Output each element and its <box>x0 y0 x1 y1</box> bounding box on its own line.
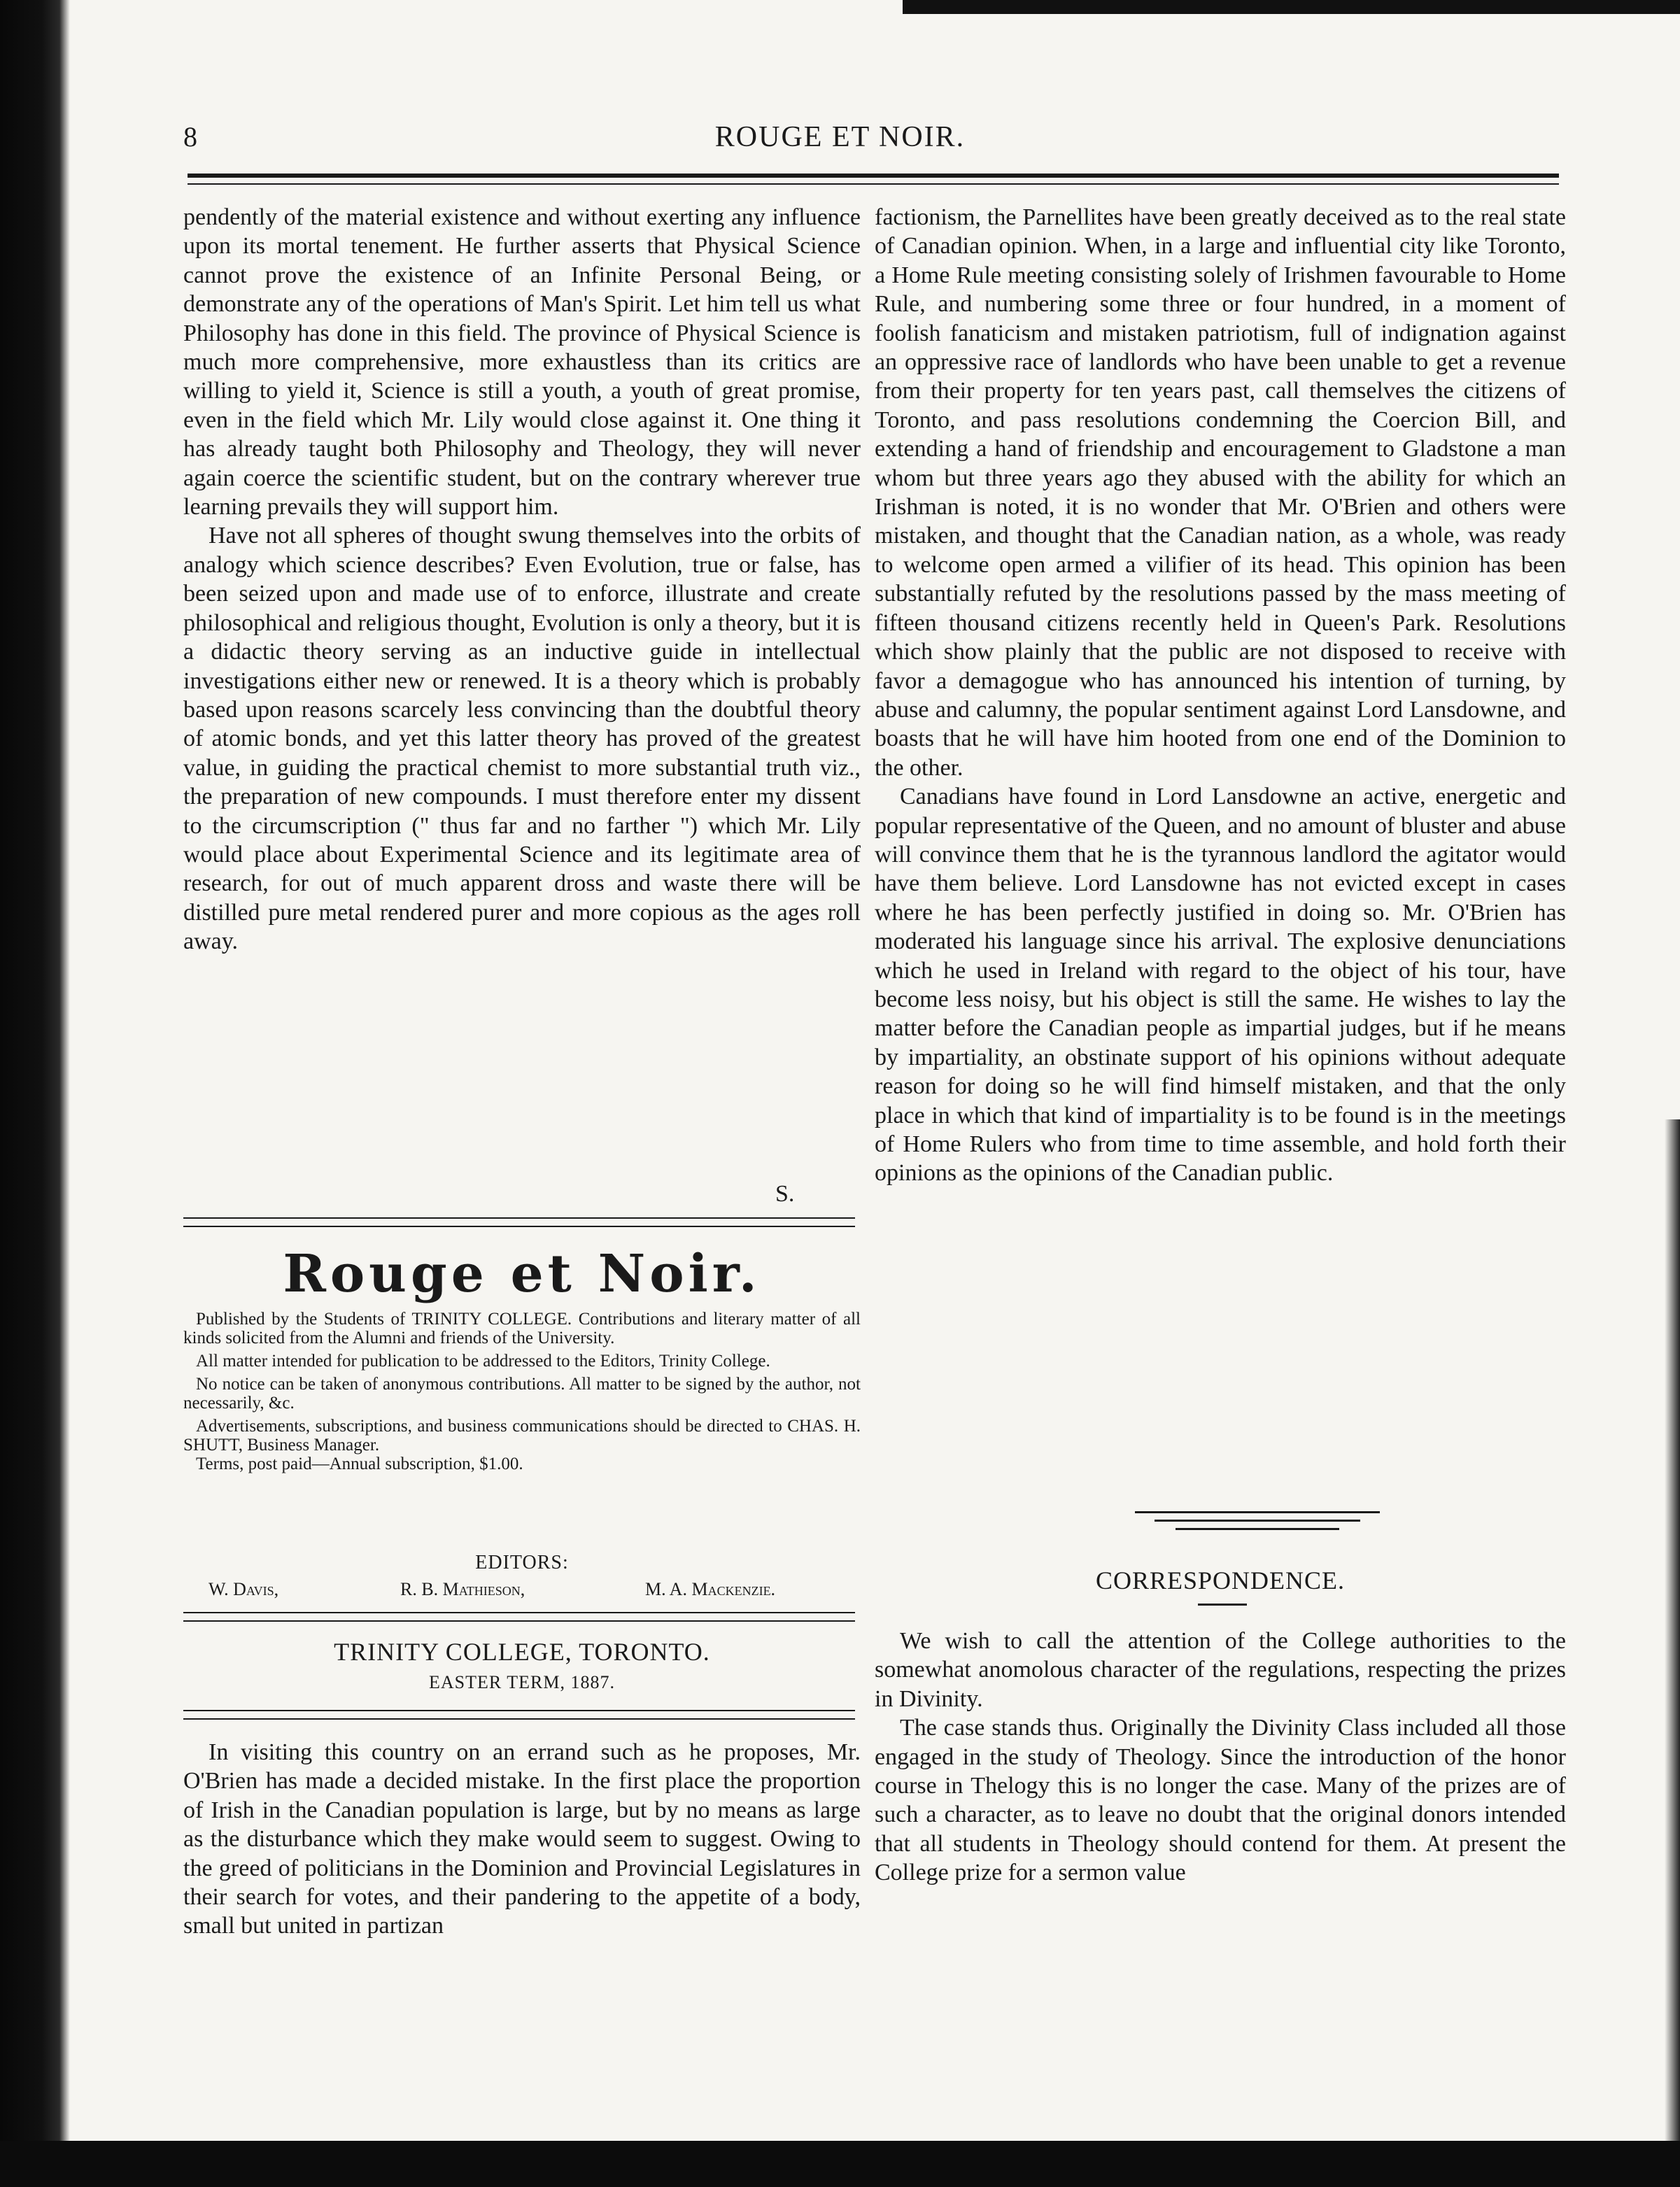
scan-edge-top <box>903 0 1680 14</box>
notice-business: Advertisements, subscriptions, and business communications should be directed to CHAS. H. SHUTT, Business Manager. <box>183 1417 861 1455</box>
scan-edge-right <box>1665 1119 1680 2187</box>
masthead-title: Rouge et Noir. <box>283 1244 761 1304</box>
masthead-notices <box>183 1310 861 1473</box>
section-rule <box>183 1620 855 1622</box>
section-title-correspondence: CORRESPONDENCE. <box>1095 1566 1346 1594</box>
article-signature: S. <box>775 1181 795 1207</box>
section-rule <box>183 1612 855 1613</box>
article-paragraph: pendently of the material existence and without exerting any influence upon its mortal tenement. He further asserts that Physical Science cannot prove the existence of an Infinite Personal Being, or demonstrate any of the operations of Man's Spirit. Let him tell us what Philosophy has done in this field. The province of Physical Science is much more comprehensive, more exhaustless than its critics are willing to yield it, Science is still a youth, a youth of great promise, even in the field which Mr. Lily would close against it. One thing it has already taught both Philosophy and Theology, they will never again coerce the scientific student, but on the contrary wherever true learning prevails they will support him. <box>183 204 861 521</box>
page-number: 8 <box>183 121 197 153</box>
article-paragraph: The case stands thus. Originally the Divinity Class included all those engaged in the study of Theology. Since the introduction of the honor course in Thelogy this is no longer the case. Many of the prizes are of such a character, as to leave no doubt that the original donors intended that all students in Theology should contend for them. At present the College prize for a sermon value <box>875 1715 1566 1886</box>
running-title: ROUGE ET NOIR. <box>714 121 966 153</box>
scan-edge-bottom <box>0 2141 1680 2187</box>
scan-edge-left <box>0 0 70 2187</box>
header-rule-thick <box>188 174 1559 178</box>
header-rule-thin <box>188 183 1559 185</box>
notice-address: All matter intended for publication to be addressed to the Editors, Trinity College. <box>196 1352 770 1371</box>
ornament-rule <box>1176 1528 1339 1530</box>
correspondence-article <box>875 1627 1566 1888</box>
editor-name: W. Davis, <box>209 1579 279 1599</box>
article-paragraph: Canadians have found in Lord Lansdowne an active, energetic and popular representative of the Queen, and no amount of bluster and abuse will convince them that he is the tyrannous landlord the agitator would have them believe. Lord Lansdowne has not evicted except in cases where he has been perfectly justified in doing so. Mr. O'Brien has moderated his language since his arrival. The explosive denunciations which he used in Ireland with regard to the object of his tour, have become less noisy, but his object is still the same. He wishes to lay the matter before the Canadian people as impartial judges, but if he means by impartiality, an obstinate support of his opinions without adequate reason for doing so he will find himself mistaken, and that the only place in which that kind of impartiality is to be found is in the meetings of Home Rulers who from time to time assemble, and hold forth their opinions as the opinions of the Canadian public. <box>875 784 1566 1187</box>
article-paragraph: factionism, the Parnellites have been greatly deceived as to the real state of Canadian opinion. When, in a large and influential city like Toronto, a Home Rule meeting consisting solely of Irishmen favourable to Home Rule, and numbering some three or four hundred, in a moment of foolish fanaticism and mistaken patriotism, full of indignation against an oppressive race of landlords who have been unable to get a revenue from their property for ten years past, call themselves the citizens of Toronto, and pass resolutions condemning the Coercion Bill, and extending a hand of friendship and encouragement to Gladstone a man whom but three years ago they abused with the ability for which an Irishman is noted, it is no wonder that Mr. O'Brien and others were mistaken, and thought that the Canadian nation, as a whole, was ready to welcome open armed a vilifier of its head. This opinion has been substantially refuted by the resolutions passed by the mass meeting of fifteen thousand citizens recently held in Queen's Park. Resolutions which show plainly that the public are not disposed to receive with favor a demagogue who has announced his intention of turning, by abuse and calumny, the popular sentiment against Lord Lansdowne, and boasts that he will have him hooted from one end of the Dominion to the other. <box>875 204 1566 781</box>
article-paragraph: In visiting this country on an errand such as he proposes, Mr. O'Brien has made a decided mistake. In the first place the proportion of Irish in the Canadian population is large, but by no means as large as the disturbance which they make would seem to suggest. Owing to the greed of politicians in the Dominion and Provincial Legislatures in their search for votes, and their pandering to the appetite of a body, small but united in partizan <box>183 1739 861 1939</box>
editors-heading: EDITORS: <box>475 1552 569 1573</box>
editor-name: R. B. Mathieson, <box>400 1579 525 1599</box>
title-underline <box>1198 1604 1247 1606</box>
article-paragraph: We wish to call the attention of the College authorities to the somewhat anomolous character of the regulations, respecting the prizes in Divinity. <box>875 1628 1566 1712</box>
section-subtitle-term: EASTER TERM, 1887. <box>429 1672 615 1692</box>
masthead-rule-top-2 <box>183 1226 855 1227</box>
left-column-article <box>183 203 861 956</box>
ornament-rule <box>1155 1520 1360 1522</box>
section-rule <box>183 1718 855 1720</box>
section-title-trinity: TRINITY COLLEGE, TORONTO. <box>334 1638 710 1666</box>
notice-anonymous: No notice can be taken of anonymous contributions. All matter to be signed by the author, not necessarily, &c. <box>183 1375 861 1413</box>
notice-publication: Published by the Students of TRINITY COLLEGE. Contributions and literary matter of all kinds solicited from the Alumni and friends of the University. <box>183 1310 861 1347</box>
notice-terms: Terms, post paid—Annual subscription, $1.00. <box>196 1455 523 1473</box>
ornament-rule <box>1135 1511 1380 1513</box>
right-column-article <box>875 203 1566 1188</box>
masthead-rule-top <box>183 1217 855 1219</box>
editor-name: M. A. Mackenzie. <box>645 1579 776 1599</box>
section-rule <box>183 1710 855 1711</box>
trinity-article <box>183 1738 861 1941</box>
article-paragraph: Have not all spheres of thought swung themselves into the orbits of analogy which science describes? Even Evolution, true or false, has been seized upon and made use of to enforce, illustrate and create philosophical and religious thought, Evolution is only a theory, but it is a didactic theory serving as an inductive guide in intellectual investigations either new or renewed. It is a theory which is probably based upon reasons scarcely less convincing than the doubtful theory of atomic bonds, and yet this latter theory has proved of the greatest value, in guiding the practical chemist to more substantial truth viz., the preparation of new compounds. I must therefore enter my dissent to the circumscription (" thus far and no farther ") which Mr. Lily would place about Experimental Science and its legitimate area of research, for out of much apparent dross and waste there will be distilled pure metal rendered purer and more copious as the ages roll away. <box>183 523 861 955</box>
